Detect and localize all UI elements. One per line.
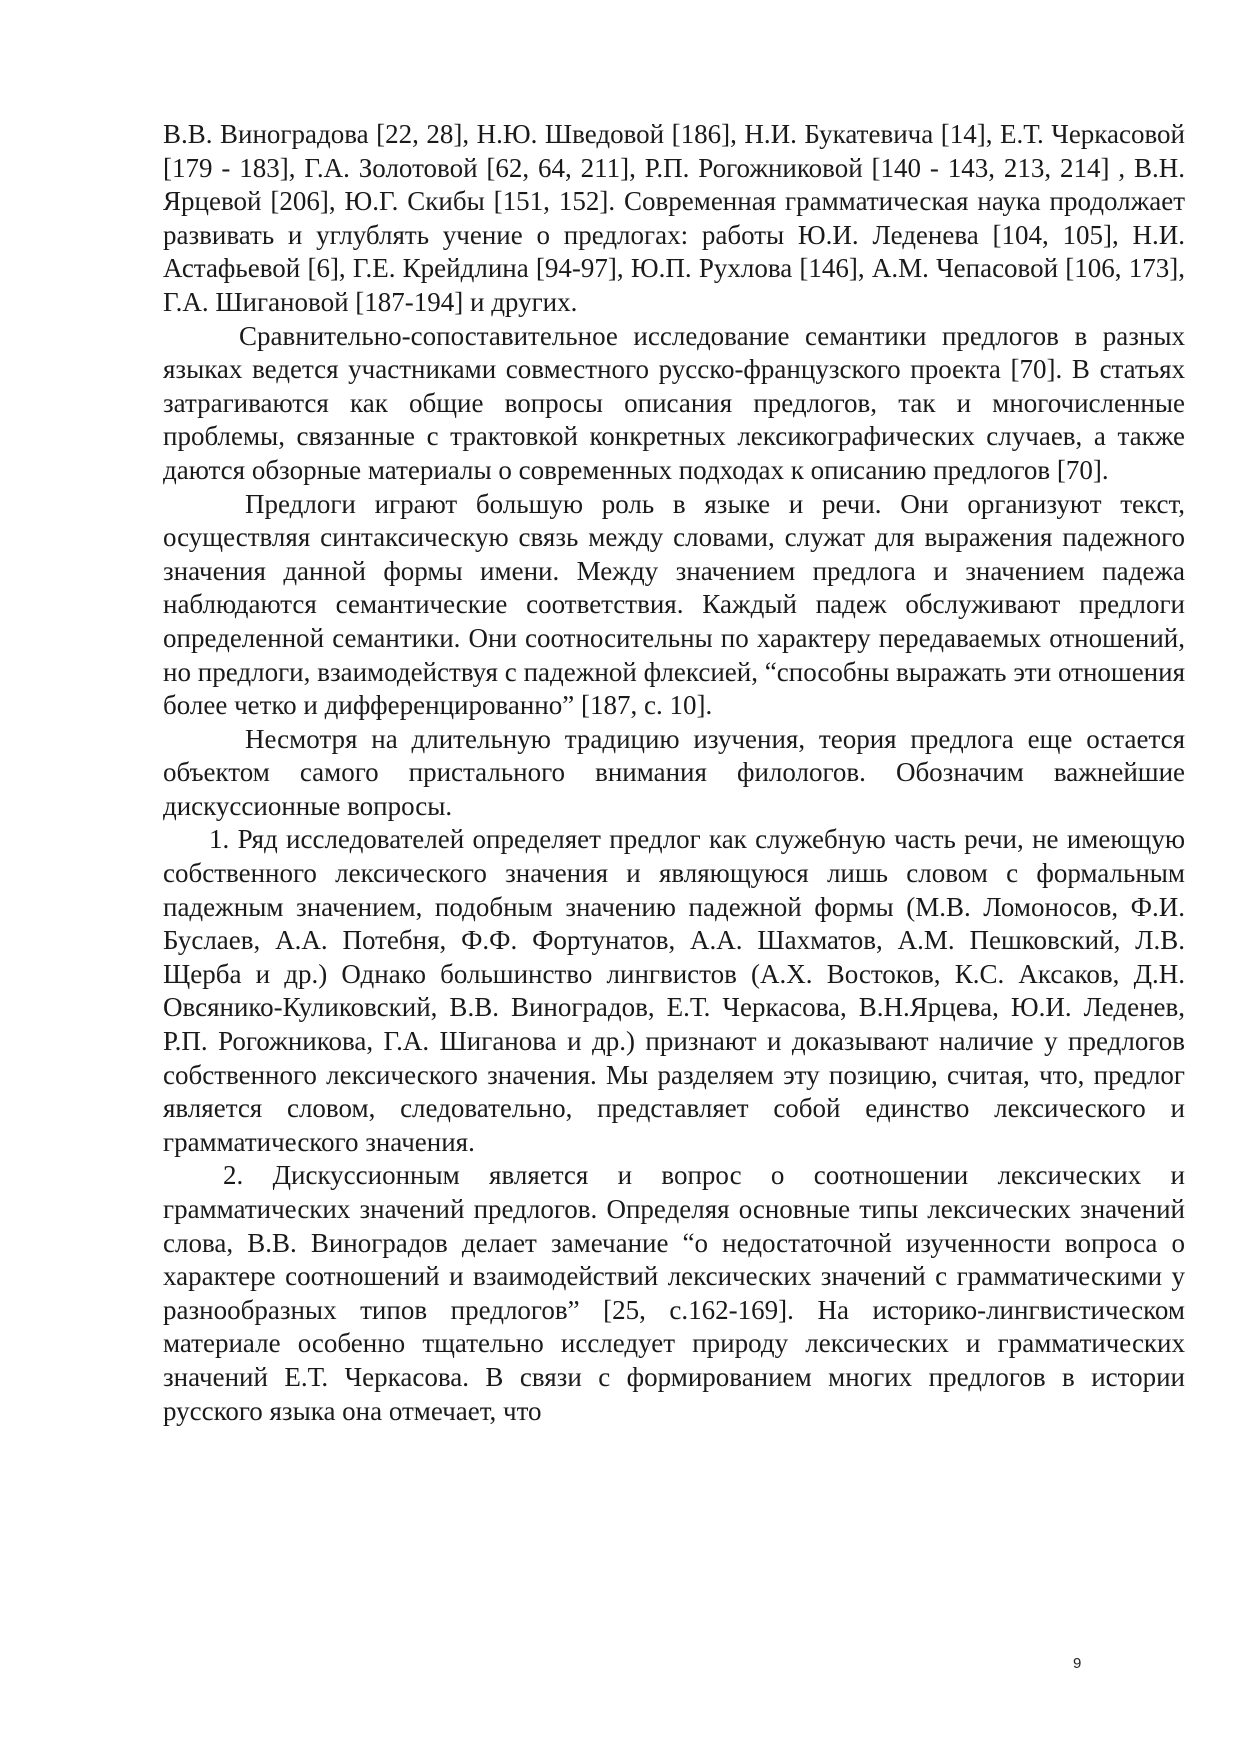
paragraph-references: В.В. Виноградова [22, 28], Н.Ю. Шведовой [186], Н.И. Букатевича [14], Е.Т. Черкасовой [179 - 183], Г.А. Золотовой [62, 64, 211], Р.П. Рогожниковой [140 - 143, 213, 214] , В.Н. Ярцевой [206], Ю.Г. Скибы [151, 152]. Современная грамматическая наука продолжает развивать и углублять учение о предлогах: работы Ю.И. Леденева [104, 105], Н.И. Астафьевой [6], Г.Е. Крейдлина [94-97], Ю.П. Рухлова [146], А.М. Чепасовой [106, 173], Г.А. Шигановой [187-194] и других.: [163, 119, 1185, 317]
body-text: [163, 118, 1185, 1428]
paragraph-role-of-prepositions: Предлоги играют большую роль в языке и речи. Они организуют текст, осуществляя синтаксическую связь между словами, служат для выражения падежного значения данной формы имени. Между значением предлога и значением падежа наблюдаются семантические соответствия. Каждый падеж обслуживают предлоги определенной семантики. Они соотносительны по характеру передаваемых отношений, но предлоги, взаимодействуя с падежной флексией, “способны выражать эти отношения более четко и дифференцированно” [187, с. 10].: [163, 488, 1185, 721]
page-number: 9: [1073, 1655, 1082, 1672]
list-item-2: 2. Дискуссионным является и вопрос о соотношении лексических и грамматических значений предлогов. Определяя основные типы лексических значений слова, В.В. Виноградов делает замечание “о недостаточной изученности вопроса о характере соотношений и взаимодействий лексических значений с грамматическими у разнообразных типов предлогов” [25, с.162-169]. На историко-лингвистическом материале особенно тщательно исследует природу лексических и грамматических значений Е.Т. Черкасова. В связи с формированием многих предлогов в истории русского языка она отмечает, что: [163, 1160, 1185, 1426]
list-item-1: 1. Ряд исследователей определяет предлог как служебную часть речи, не имеющую собственного лексического значения и являющуюся лишь словом с формальным падежным значением, подобным значению падежной формы (М.В. Ломоносов, Ф.И. Буслаев, А.А. Потебня, Ф.Ф. Фортунатов, А.А. Шахматов, А.М. Пешковский, Л.В. Щерба и др.) Однако большинство лингвистов (А.Х. Востоков, К.С. Аксаков, Д.Н. Овсянико-Куликовский, В.В. Виноградов, Е.Т. Черкасова, В.Н.Ярцева, Ю.И. Леденев, Р.П. Рогожникова, Г.А. Шиганова и др.) признают и доказывают наличие у предлогов собственного лексического значения. Мы разделяем эту позицию, считая, что, предлог является словом, следовательно, представляет собой единство лексического и грамматического значения.: [163, 824, 1185, 1157]
paragraph-comparative-research: Сравнительно-сопоставительное исследование семантики предлогов в разных языках ведется участниками совместного русско-французского проекта [70]. В статьях затрагиваются как общие вопросы описания предлогов, так и многочисленные проблемы, связанные с трактовкой конкретных лексикографических случаев, а также даются обзорные материалы о современных подходах к описанию предлогов [70].: [163, 320, 1185, 485]
paragraph-discussion-intro: Несмотря на длительную традицию изучения, теория предлога еще остается объектом самого пристального внимания филологов. Обозначим важнейшие дискуссионные вопросы.: [163, 723, 1185, 821]
